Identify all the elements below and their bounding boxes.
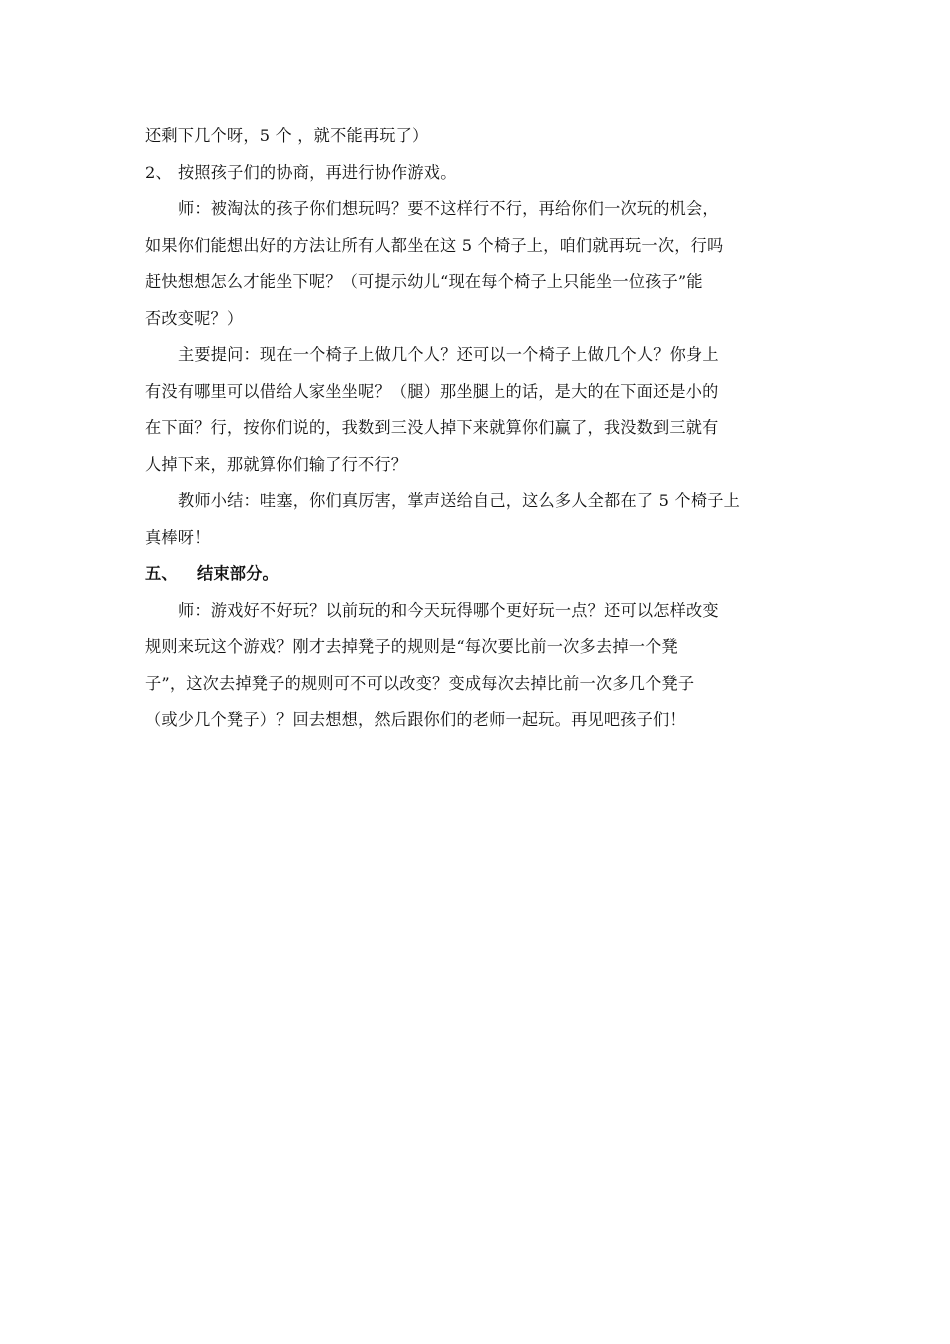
paragraph-line: 如果你们能想出好的方法让所有人都坐在这 5 个椅子上，咱们就再玩一次，行吗 <box>145 235 724 255</box>
list-number: 2、 <box>145 162 172 182</box>
paragraph-line: 人掉下来，那就算你们输了行不行？ <box>145 454 408 474</box>
list-item-2 <box>145 155 810 192</box>
section-number: 五、 <box>145 564 178 583</box>
paragraph-line: 有没有哪里可以借给人家坐坐呢？（腿）那坐腿上的话，是大的在下面还是小的 <box>145 381 719 401</box>
paragraph-line: 教师小结：哇塞，你们真厉害，掌声送给自己，这么多人全都在了 5 个椅子上 <box>178 491 740 510</box>
paragraph-line: 规则来玩这个游戏？刚才去掉凳子的规则是“每次要比前一次多去掉一个凳 <box>145 637 678 656</box>
paragraph-line: （或少几个凳子）？回去想想，然后跟你们的老师一起玩。再见吧孩子们！ <box>145 710 686 729</box>
paragraph-line: 赶快想想怎么才能坐下呢？（可提示幼儿“现在每个椅子上只能坐一位孩子”能 <box>145 272 703 291</box>
paragraph-line: 真棒呀！ <box>145 527 211 547</box>
section-title: 结束部分。 <box>197 564 279 583</box>
paragraph-line: 主要提问：现在一个椅子上做几个人？还可以一个椅子上做几个人？你身上 <box>178 345 719 364</box>
paragraph-line: 师：被淘汰的孩子你们想玩吗？要不这样行不行，再给你们一次玩的机会， <box>178 199 719 218</box>
paragraph-line: 还剩下几个呀，5 个 ，就不能再玩了） <box>145 126 429 145</box>
section-heading <box>145 556 810 593</box>
paragraph-line: 师：游戏好不好玩？以前玩的和今天玩得哪个更好玩一点？还可以怎样改变 <box>178 600 719 620</box>
paragraph-line: 子”，这次去掉凳子的规则可不可以改变？变成每次去掉比前一次多几个凳子 <box>145 673 695 693</box>
paragraph-line: 否改变呢？） <box>145 308 244 328</box>
list-item-text: 按照孩子们的协商，再进行协作游戏。 <box>178 162 457 182</box>
document-page <box>145 118 810 739</box>
paragraph-line: 在下面？行，按你们说的，我数到三没人掉下来就算你们赢了，我没数到三就有 <box>145 418 719 437</box>
